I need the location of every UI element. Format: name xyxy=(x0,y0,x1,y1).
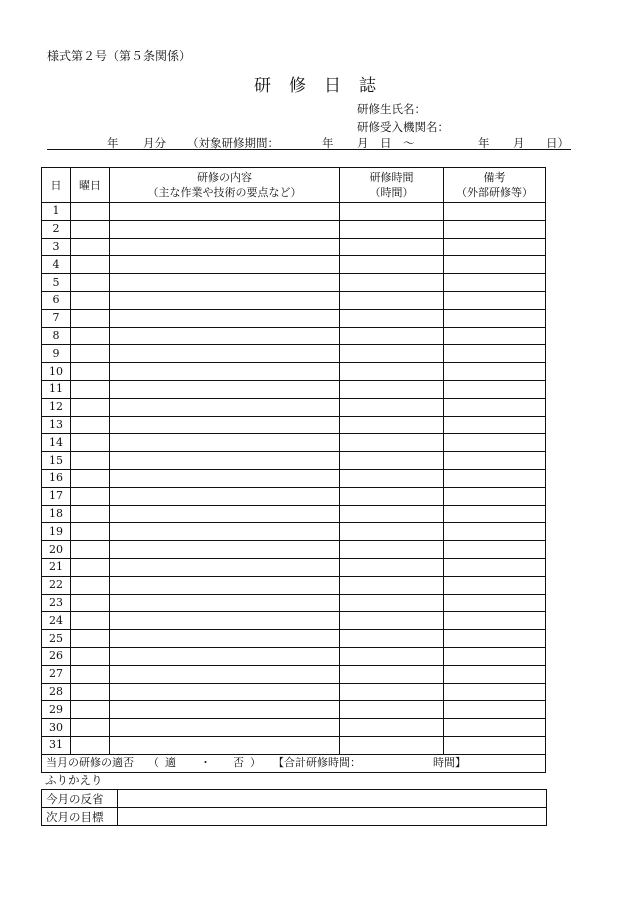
training-log-table xyxy=(41,167,546,773)
day-number: 27 xyxy=(42,665,71,683)
period-target-label: （対象研修期間： xyxy=(187,136,279,150)
content-cell[interactable] xyxy=(110,736,340,754)
table-row xyxy=(42,612,546,630)
header-hours-line2: （時間） xyxy=(369,186,414,199)
hours-cell[interactable] xyxy=(340,594,444,612)
host-org-label: 研修受入機関名： xyxy=(357,120,449,134)
hours-cell[interactable] xyxy=(340,434,444,452)
content-cell[interactable] xyxy=(110,576,340,594)
hours-cell[interactable] xyxy=(340,309,444,327)
period-tilde: ～ xyxy=(403,136,415,150)
weekday-cell[interactable] xyxy=(71,523,110,541)
day-number: 23 xyxy=(42,594,71,612)
table-row xyxy=(42,719,546,737)
header-notes xyxy=(444,168,546,203)
hours-cell[interactable] xyxy=(340,363,444,381)
weekday-cell[interactable] xyxy=(71,452,110,470)
day-number: 16 xyxy=(42,469,71,487)
weekday-cell[interactable] xyxy=(71,469,110,487)
table-row xyxy=(42,469,546,487)
notes-cell[interactable] xyxy=(444,416,546,434)
notes-cell[interactable] xyxy=(444,220,546,238)
table-row xyxy=(42,398,546,416)
content-cell[interactable] xyxy=(110,594,340,612)
weekday-cell[interactable] xyxy=(71,647,110,665)
weekday-cell[interactable] xyxy=(71,630,110,648)
hours-cell[interactable] xyxy=(340,576,444,594)
table-row xyxy=(42,683,546,701)
total-hours-unit: 時間】 xyxy=(433,756,466,770)
content-cell[interactable] xyxy=(110,238,340,256)
day-number: 4 xyxy=(42,256,71,274)
day-number: 15 xyxy=(42,452,71,470)
content-cell[interactable] xyxy=(110,327,340,345)
notes-cell[interactable] xyxy=(444,612,546,630)
day-number: 6 xyxy=(42,291,71,309)
day-number: 1 xyxy=(42,203,71,221)
table-row xyxy=(42,434,546,452)
day-number: 14 xyxy=(42,434,71,452)
day-number: 20 xyxy=(42,541,71,559)
hours-cell[interactable] xyxy=(340,736,444,754)
notes-cell[interactable] xyxy=(444,327,546,345)
reflection-heading: ふりかえり xyxy=(45,773,103,787)
table-header-row xyxy=(42,168,546,203)
period-underline xyxy=(47,149,571,150)
table-row xyxy=(42,380,546,398)
notes-cell[interactable] xyxy=(444,469,546,487)
table-row xyxy=(42,665,546,683)
hours-cell[interactable] xyxy=(340,701,444,719)
weekday-cell[interactable] xyxy=(71,683,110,701)
hours-cell[interactable] xyxy=(340,345,444,363)
summary-content xyxy=(46,755,545,771)
notes-cell[interactable] xyxy=(444,647,546,665)
option-inappropriate[interactable]: 否 xyxy=(233,756,244,770)
notes-cell[interactable] xyxy=(444,291,546,309)
content-cell[interactable] xyxy=(110,683,340,701)
notes-cell[interactable] xyxy=(444,558,546,576)
hours-cell[interactable] xyxy=(340,327,444,345)
content-cell[interactable] xyxy=(110,380,340,398)
notes-cell[interactable] xyxy=(444,576,546,594)
table-row xyxy=(42,416,546,434)
period-start-month: 月 xyxy=(357,136,369,150)
total-hours-label: 【合計研修時間： xyxy=(273,756,361,770)
period-start-year: 年 xyxy=(322,136,334,150)
day-number: 29 xyxy=(42,701,71,719)
reflection-row-next-month xyxy=(42,808,547,826)
appropriateness-label: 当月の研修の適否 xyxy=(46,756,134,770)
hours-cell[interactable] xyxy=(340,291,444,309)
summary-open-paren: （ xyxy=(148,756,159,770)
content-cell[interactable] xyxy=(110,256,340,274)
day-number: 30 xyxy=(42,719,71,737)
table-row xyxy=(42,576,546,594)
weekday-cell[interactable] xyxy=(71,505,110,523)
hours-cell[interactable] xyxy=(340,398,444,416)
content-cell[interactable] xyxy=(110,701,340,719)
weekday-cell[interactable] xyxy=(71,594,110,612)
content-cell[interactable] xyxy=(110,487,340,505)
content-cell[interactable] xyxy=(110,558,340,576)
period-month-label: 月分 xyxy=(143,136,166,150)
table-row xyxy=(42,647,546,665)
hours-cell[interactable] xyxy=(340,523,444,541)
header-weekday: 曜日 xyxy=(71,168,110,203)
table-row xyxy=(42,291,546,309)
form-number: 様式第２号（第５条関係） xyxy=(47,49,192,63)
weekday-cell[interactable] xyxy=(71,220,110,238)
weekday-cell[interactable] xyxy=(71,576,110,594)
header-content xyxy=(110,168,340,203)
weekday-cell[interactable] xyxy=(71,736,110,754)
hours-cell[interactable] xyxy=(340,612,444,630)
weekday-cell[interactable] xyxy=(71,274,110,292)
content-cell[interactable] xyxy=(110,505,340,523)
summary-cell xyxy=(42,754,546,772)
period-end-month: 月 xyxy=(513,136,525,150)
notes-cell[interactable] xyxy=(444,434,546,452)
period-start-day: 日 xyxy=(380,136,392,150)
hours-cell[interactable] xyxy=(340,630,444,648)
table-row xyxy=(42,558,546,576)
option-appropriate[interactable]: 適 xyxy=(165,756,176,770)
day-number: 22 xyxy=(42,576,71,594)
header-notes-line2: （外部研修等） xyxy=(456,186,533,199)
weekday-cell[interactable] xyxy=(71,291,110,309)
hours-cell[interactable] xyxy=(340,380,444,398)
day-number: 26 xyxy=(42,647,71,665)
table-row xyxy=(42,630,546,648)
notes-cell[interactable] xyxy=(444,238,546,256)
notes-cell[interactable] xyxy=(444,345,546,363)
weekday-cell[interactable] xyxy=(71,416,110,434)
hours-cell[interactable] xyxy=(340,558,444,576)
day-number: 11 xyxy=(42,380,71,398)
notes-cell[interactable] xyxy=(444,736,546,754)
day-number: 19 xyxy=(42,523,71,541)
table-row xyxy=(42,487,546,505)
content-cell[interactable] xyxy=(110,398,340,416)
table-row xyxy=(42,505,546,523)
notes-cell[interactable] xyxy=(444,523,546,541)
notes-cell[interactable] xyxy=(444,594,546,612)
header-hours-line1: 研修時間 xyxy=(369,171,414,184)
table-row xyxy=(42,594,546,612)
hours-cell[interactable] xyxy=(340,220,444,238)
table-row xyxy=(42,220,546,238)
table-row xyxy=(42,541,546,559)
table-row xyxy=(42,452,546,470)
content-cell[interactable] xyxy=(110,719,340,737)
hours-cell[interactable] xyxy=(340,719,444,737)
trainee-name-label: 研修生氏名： xyxy=(357,102,426,116)
content-cell[interactable] xyxy=(110,647,340,665)
table-row xyxy=(42,274,546,292)
day-number: 8 xyxy=(42,327,71,345)
next-month-label: 次月の目標 xyxy=(42,808,118,826)
day-number: 21 xyxy=(42,558,71,576)
day-number: 25 xyxy=(42,630,71,648)
day-number: 2 xyxy=(42,220,71,238)
weekday-cell[interactable] xyxy=(71,701,110,719)
notes-cell[interactable] xyxy=(444,487,546,505)
notes-cell[interactable] xyxy=(444,630,546,648)
content-cell[interactable] xyxy=(110,220,340,238)
hours-cell[interactable] xyxy=(340,683,444,701)
notes-cell[interactable] xyxy=(444,541,546,559)
hours-cell[interactable] xyxy=(340,665,444,683)
content-cell[interactable] xyxy=(110,452,340,470)
notes-cell[interactable] xyxy=(444,256,546,274)
header-hours xyxy=(340,168,444,203)
weekday-cell[interactable] xyxy=(71,719,110,737)
notes-cell[interactable] xyxy=(444,203,546,221)
content-cell[interactable] xyxy=(110,416,340,434)
period-end-day: 日） xyxy=(546,136,569,150)
summary-close-paren: ） xyxy=(250,756,261,770)
hours-cell[interactable] xyxy=(340,541,444,559)
day-number: 12 xyxy=(42,398,71,416)
notes-cell[interactable] xyxy=(444,398,546,416)
hours-cell[interactable] xyxy=(340,452,444,470)
table-row xyxy=(42,238,546,256)
weekday-cell[interactable] xyxy=(71,434,110,452)
hours-cell[interactable] xyxy=(340,487,444,505)
weekday-cell[interactable] xyxy=(71,345,110,363)
content-cell[interactable] xyxy=(110,345,340,363)
notes-cell[interactable] xyxy=(444,274,546,292)
page-title: 研修日誌 xyxy=(254,76,394,96)
header-day: 日 xyxy=(42,168,71,203)
weekday-cell[interactable] xyxy=(71,612,110,630)
hours-cell[interactable] xyxy=(340,469,444,487)
day-number: 3 xyxy=(42,238,71,256)
header-content-line2: （主な作業や技術の要点など） xyxy=(147,186,302,199)
day-number: 13 xyxy=(42,416,71,434)
table-row xyxy=(42,309,546,327)
notes-cell[interactable] xyxy=(444,701,546,719)
hours-cell[interactable] xyxy=(340,505,444,523)
table-row xyxy=(42,523,546,541)
hours-cell[interactable] xyxy=(340,238,444,256)
table-row xyxy=(42,345,546,363)
next-month-input[interactable] xyxy=(118,808,547,826)
weekday-cell[interactable] xyxy=(71,256,110,274)
weekday-cell[interactable] xyxy=(71,363,110,381)
day-number: 10 xyxy=(42,363,71,381)
content-cell[interactable] xyxy=(110,363,340,381)
table-body xyxy=(42,203,546,755)
hours-cell[interactable] xyxy=(340,203,444,221)
period-year-label: 年 xyxy=(107,136,119,150)
content-cell[interactable] xyxy=(110,612,340,630)
content-cell[interactable] xyxy=(110,665,340,683)
this-month-label: 今月の反省 xyxy=(42,790,118,808)
hours-cell[interactable] xyxy=(340,416,444,434)
weekday-cell[interactable] xyxy=(71,380,110,398)
weekday-cell[interactable] xyxy=(71,203,110,221)
period-end-year: 年 xyxy=(478,136,490,150)
day-number: 24 xyxy=(42,612,71,630)
table-row xyxy=(42,256,546,274)
table-row xyxy=(42,363,546,381)
summary-dot: ・ xyxy=(200,756,211,770)
content-cell[interactable] xyxy=(110,469,340,487)
content-cell[interactable] xyxy=(110,203,340,221)
weekday-cell[interactable] xyxy=(71,665,110,683)
weekday-cell[interactable] xyxy=(71,398,110,416)
content-cell[interactable] xyxy=(110,541,340,559)
weekday-cell[interactable] xyxy=(71,309,110,327)
content-cell[interactable] xyxy=(110,274,340,292)
content-cell[interactable] xyxy=(110,434,340,452)
day-number: 17 xyxy=(42,487,71,505)
day-number: 18 xyxy=(42,505,71,523)
table-row xyxy=(42,736,546,754)
notes-cell[interactable] xyxy=(444,683,546,701)
day-number: 31 xyxy=(42,736,71,754)
day-number: 7 xyxy=(42,309,71,327)
hours-cell[interactable] xyxy=(340,274,444,292)
notes-cell[interactable] xyxy=(444,363,546,381)
notes-cell[interactable] xyxy=(444,452,546,470)
table-row xyxy=(42,701,546,719)
notes-cell[interactable] xyxy=(444,505,546,523)
day-number: 28 xyxy=(42,683,71,701)
weekday-cell[interactable] xyxy=(71,487,110,505)
weekday-cell[interactable] xyxy=(71,238,110,256)
weekday-cell[interactable] xyxy=(71,541,110,559)
reflection-table xyxy=(41,789,547,826)
notes-cell[interactable] xyxy=(444,309,546,327)
content-cell[interactable] xyxy=(110,291,340,309)
notes-cell[interactable] xyxy=(444,719,546,737)
hours-cell[interactable] xyxy=(340,647,444,665)
day-number: 5 xyxy=(42,274,71,292)
content-cell[interactable] xyxy=(110,309,340,327)
header-content-line1: 研修の内容 xyxy=(197,171,252,184)
weekday-cell[interactable] xyxy=(71,327,110,345)
table-row xyxy=(42,327,546,345)
content-cell[interactable] xyxy=(110,523,340,541)
summary-row xyxy=(42,754,546,772)
this-month-input[interactable] xyxy=(118,790,547,808)
hours-cell[interactable] xyxy=(340,256,444,274)
header-notes-line1: 備考 xyxy=(483,171,506,184)
notes-cell[interactable] xyxy=(444,665,546,683)
content-cell[interactable] xyxy=(110,630,340,648)
weekday-cell[interactable] xyxy=(71,558,110,576)
reflection-row-this-month xyxy=(42,790,547,808)
notes-cell[interactable] xyxy=(444,380,546,398)
table-row xyxy=(42,203,546,221)
day-number: 9 xyxy=(42,345,71,363)
